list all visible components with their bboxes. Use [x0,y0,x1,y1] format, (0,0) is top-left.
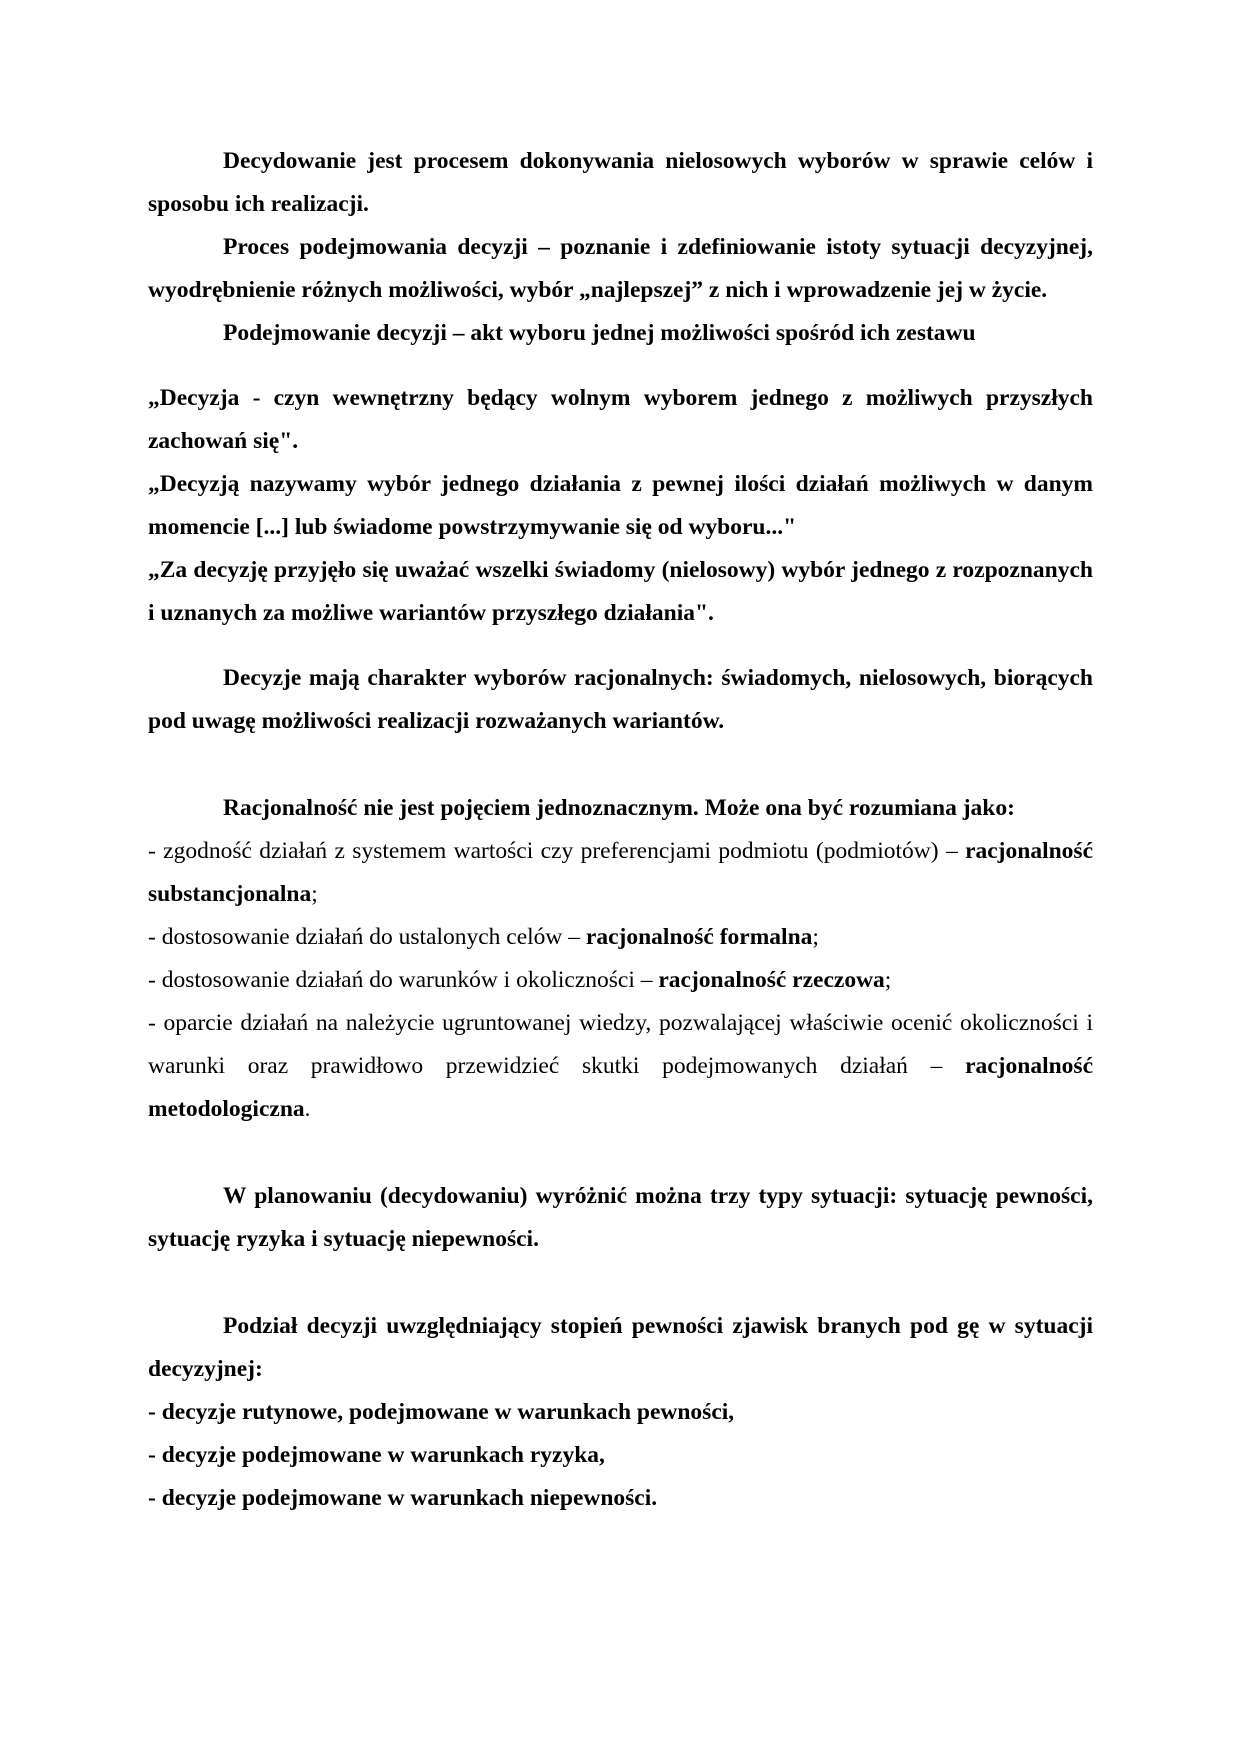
paragraph-racjonalnosc-intro: Racjonalność nie jest pojęciem jednoznacznym. Może ona być rozumiana jako: [223,795,1015,821]
list-item-term: racjonalność formalna [585,924,813,950]
list-item-racjonalnosc-rzeczowa [148,959,1093,1002]
list-item-racjonalnosc-metodologiczna [148,1002,1093,1131]
definition-podejmowanie-decyzji: Podejmowanie decyzji – akt wyboru jednej możliwości spośród ich zestawu [223,320,976,346]
list-item-racjonalnosc-formalna [148,916,1093,959]
paragraph-charakter-decyzji: Decyzje mają charakter wyborów racjonalnych: świadomych, nielosowych, biorących pod uwagę możliwości realizacji rozważanych wariantów. [148,665,1093,734]
definition-proces-decyzji: Proces podejmowania decyzji – poznanie i zdefiniowanie istoty sytuacji decyzyjnej, wyodrębnienie różnych możliwości, wybór „najlepszej” z nich i wprowadzenie jej w życie. [148,234,1093,303]
list-item-decyzje-niepewnosci: - decyzje podejmowane w warunkach niepewności. [148,1485,658,1511]
list-item-decyzje-ryzyka: - decyzje podejmowane w warunkach ryzyka, [148,1442,605,1468]
list-item-decyzje-rutynowe: - decyzje rutynowe, podejmowane w warunkach pewności, [148,1399,735,1425]
document-page [148,140,1093,1520]
paragraph-podzial-decyzji: Podział decyzji uwzględniający stopień pewności zjawisk branych pod gę w sytuacji decyzyjnej: [148,1313,1093,1382]
list-item-end: ; [311,881,318,907]
list-item-end: . [304,1096,311,1122]
list-item-term: racjonalność metodologiczna [148,1053,1093,1122]
list-item-text: - oparcie działań na należycie ugruntowanej wiedzy, pozwalającej właściwie ocenić okoliczności i warunki oraz prawidłowo przewidzieć skutki podejmowanych działań – [148,1010,1093,1079]
list-item-text: - dostosowanie działań do ustalonych celów – [148,924,586,950]
quote-decyzja-1: „Decyzja - czyn wewnętrzny będący wolnym wyborem jednego z możliwych przyszłych zachowań się". [148,385,1093,454]
paragraph-typy-sytuacji: W planowaniu (decydowaniu) wyróżnić można trzy typy sytuacji: sytuację pewności, sytuację ryzyka i sytuację niepewności. [148,1183,1093,1252]
quote-decyzja-3: „Za decyzję przyjęło się uważać wszelki świadomy (nielosowy) wybór jednego z rozpoznanych i uznanych za możliwe wariantów przyszłego działania". [148,557,1093,626]
list-item-term: racjonalność rzeczowa [658,967,885,993]
list-item-term: racjonalność substancjonalna [148,838,1093,907]
list-item-text: - zgodność działań z systemem wartości czy preferencjami podmiotu (podmiotów) – [148,838,966,864]
quote-decyzja-2: „Decyzją nazywamy wybór jednego działania z pewnej ilości działań możliwych w danym momencie [...] lub świadome powstrzymywanie się od wyboru..." [148,471,1093,540]
list-item-racjonalnosc-substancjonalna [148,830,1093,916]
definition-decydowanie: Decydowanie jest procesem dokonywania nielosowych wyborów w sprawie celów i sposobu ich realizacji. [148,148,1093,217]
list-item-end: ; [812,924,819,950]
list-item-text: - dostosowanie działań do warunków i okoliczności – [148,967,659,993]
list-item-end: ; [884,967,892,993]
